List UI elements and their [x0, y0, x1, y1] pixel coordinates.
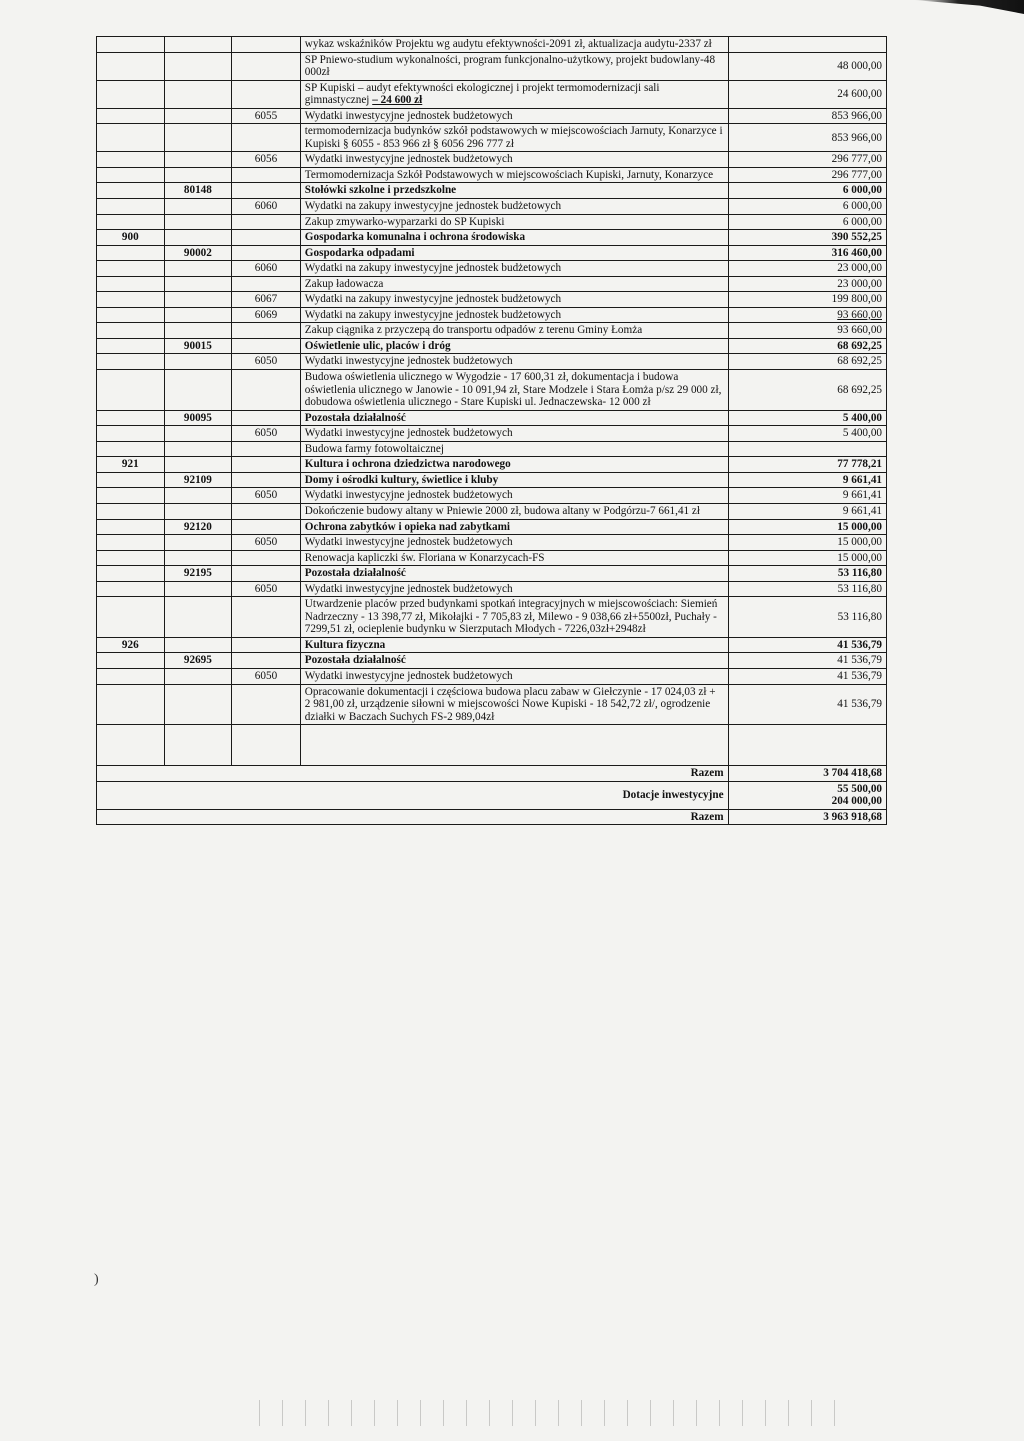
rozdzial-cell [164, 292, 232, 308]
razem-total-row [97, 809, 887, 825]
paragraf-cell [232, 230, 301, 246]
dzial-cell [97, 307, 165, 323]
paragraf-cell [232, 37, 301, 53]
paragraf-cell [232, 276, 301, 292]
dzial-cell [97, 535, 165, 551]
amount-cell [728, 37, 886, 53]
table-row [97, 124, 887, 152]
description-cell: Termomodernizacja Szkół Podstawowych w miejscowościach Kupiski, Jarnuty, Konarzyce [300, 167, 728, 183]
dzial-cell [97, 199, 165, 215]
amount-cell: 23 000,00 [728, 261, 886, 277]
description-text: SP Kupiski – audyt efektywności ekologicznej i projekt termomodernizacji sali gimnastycznej [304, 81, 660, 107]
amount-cell: 41 536,79 [728, 653, 886, 669]
table-row [97, 566, 887, 582]
paragraf-cell [232, 472, 301, 488]
rozdzial-cell [164, 124, 232, 152]
razem-total-row-label: Razem [97, 809, 729, 825]
paragraf-cell: 6050 [232, 668, 301, 684]
dzial-cell [97, 323, 165, 339]
description-cell: Zakup ciągnika z przyczepą do transportu odpadów z terenu Gminy Łomża [300, 323, 728, 339]
rozdzial-cell [164, 323, 232, 339]
paragraf-cell [232, 410, 301, 426]
paragraf-cell: 6050 [232, 488, 301, 504]
description-cell: Pozostała działalność [300, 653, 728, 669]
table-row [97, 307, 887, 323]
description-cell: Wydatki inwestycyjne jednostek budżetowych [300, 581, 728, 597]
amount-cell: 853 966,00 [728, 124, 886, 152]
amount-cell: 41 536,79 [728, 684, 886, 725]
amount-cell: 93 660,00 [728, 307, 886, 323]
rozdzial-cell [164, 80, 232, 108]
table-row [97, 230, 887, 246]
paragraf-cell: 6060 [232, 199, 301, 215]
paragraf-cell [232, 503, 301, 519]
amount-cell: 9 661,41 [728, 472, 886, 488]
description-cell: Budowa oświetlenia ulicznego w Wygodzie - 17 600,31 zł, dokumentacja i budowa oświetlenia ulicznego w Janowie - 10 091,94 zł, Stare Modzele i Stara Łomża p/sz 29 000 zł, dobudowa oświetlenia ulicznego - Stare Kupiski ul. Jednaczewska- 12 000 zł [300, 370, 728, 411]
table-row [97, 183, 887, 199]
amount-cell: 316 460,00 [728, 245, 886, 261]
rozdzial-cell [164, 457, 232, 473]
rozdzial-cell [164, 637, 232, 653]
dzial-cell [97, 214, 165, 230]
table-row [97, 597, 887, 638]
amount-cell: 23 000,00 [728, 276, 886, 292]
dzial-cell [97, 519, 165, 535]
amount-cell: 6 000,00 [728, 183, 886, 199]
rozdzial-cell [164, 167, 232, 183]
description-cell: Wydatki inwestycyjne jednostek budżetowych [300, 152, 728, 168]
paragraf-cell: 6067 [232, 292, 301, 308]
rozdzial-cell: 90095 [164, 410, 232, 426]
razem-row [97, 766, 887, 782]
paragraf-cell [232, 441, 301, 457]
table-row [97, 276, 887, 292]
description-cell: Wydatki inwestycyjne jednostek budżetowych [300, 488, 728, 504]
paragraf-cell [232, 52, 301, 80]
paragraf-cell [232, 214, 301, 230]
amount-cell: 9 661,41 [728, 488, 886, 504]
table-row [97, 167, 887, 183]
description-amount: – 24 600 zł [372, 94, 423, 107]
amount-cell: 5 400,00 [728, 410, 886, 426]
description-cell: Wydatki inwestycyjne jednostek budżetowych [300, 108, 728, 124]
description-cell: Wydatki na zakupy inwestycyjne jednostek budżetowych [300, 261, 728, 277]
dotacje-row-value [728, 781, 886, 809]
rozdzial-cell [164, 550, 232, 566]
table-row [97, 426, 887, 442]
rozdzial-cell [164, 441, 232, 457]
dzial-cell [97, 245, 165, 261]
description-cell: Pozostała działalność [300, 410, 728, 426]
table-row [97, 338, 887, 354]
rozdzial-cell [164, 199, 232, 215]
razem-row-label: Razem [97, 766, 729, 782]
dzial-cell [97, 52, 165, 80]
description-cell: Renowacja kapliczki św. Floriana w Konarzycach-FS [300, 550, 728, 566]
rozdzial-cell [164, 597, 232, 638]
amount-cell: 68 692,25 [728, 354, 886, 370]
description-cell: Utwardzenie placów przed budynkami spotkań integracyjnych w miejscowościach: Siemień Nadrzeczny - 13 398,77 zł, Mikołajki - 7 705,83 zł, Milewo - 9 038,66 zł+5500zł, Puchały - 7299,51 zł, ocieplenie budynku w Sierzputach Młodych - 7226,03zł+2948zł [300, 597, 728, 638]
dzial-cell [97, 410, 165, 426]
amount-cell: 68 692,25 [728, 338, 886, 354]
amount-cell: 68 692,25 [728, 370, 886, 411]
table-row [97, 199, 887, 215]
description-cell: Wydatki na zakupy inwestycyjne jednostek budżetowych [300, 292, 728, 308]
rozdzial-cell [164, 503, 232, 519]
dzial-cell: 926 [97, 637, 165, 653]
rozdzial-cell [164, 108, 232, 124]
table-row [97, 37, 887, 53]
blank-cell [728, 725, 886, 766]
amount-cell: 390 552,25 [728, 230, 886, 246]
dzial-cell [97, 183, 165, 199]
dzial-cell [97, 370, 165, 411]
margin-pen-mark: ) [94, 1272, 99, 1287]
amount-cell: 9 661,41 [728, 503, 886, 519]
paragraf-cell [232, 653, 301, 669]
rozdzial-cell [164, 276, 232, 292]
dzial-cell [97, 354, 165, 370]
dzial-cell: 921 [97, 457, 165, 473]
dzial-cell [97, 441, 165, 457]
table-row [97, 519, 887, 535]
blank-row [97, 725, 887, 766]
dotacje-row-value-line: 55 500,00 [837, 782, 882, 795]
rozdzial-cell: 92195 [164, 566, 232, 582]
budget-table-body [97, 37, 887, 825]
dzial-cell [97, 108, 165, 124]
description-cell: Dokończenie budowy altany w Pniewie 2000 zł, budowa altany w Podgórzu-7 661,41 zł [300, 503, 728, 519]
dzial-cell [97, 426, 165, 442]
paragraf-cell: 6050 [232, 354, 301, 370]
amount-cell: 15 000,00 [728, 550, 886, 566]
blank-cell [97, 725, 165, 766]
description-cell: Pozostała działalność [300, 566, 728, 582]
amount-cell: 41 536,79 [728, 668, 886, 684]
table-row [97, 472, 887, 488]
razem-row-value-line: 3 704 418,68 [823, 767, 882, 780]
paragraf-cell: 6060 [232, 261, 301, 277]
paragraf-cell [232, 457, 301, 473]
dzial-cell [97, 668, 165, 684]
table-row [97, 410, 887, 426]
dzial-cell [97, 124, 165, 152]
bleed-through-marks [250, 1400, 850, 1426]
razem-total-row-value [728, 809, 886, 825]
description-cell: termomodernizacja budynków szkół podstawowych w miejscowościach Jarnuty, Konarzyce i Kupiski § 6055 - 853 966 zł § 6056 296 777 zł [300, 124, 728, 152]
description-cell: SP Pniewo-studium wykonalności, program funkcjonalno-użytkowy, projekt budowlany-48 000zł [300, 52, 728, 80]
blank-cell [164, 725, 232, 766]
table-row [97, 214, 887, 230]
amount-cell: 41 536,79 [728, 637, 886, 653]
paragraf-cell: 6055 [232, 108, 301, 124]
dotacje-row-label: Dotacje inwestycyjne [97, 781, 729, 809]
rozdzial-cell [164, 307, 232, 323]
description-cell: Kultura i ochrona dziedzictwa narodowego [300, 457, 728, 473]
table-row [97, 323, 887, 339]
description-cell: Wydatki na zakupy inwestycyjne jednostek budżetowych [300, 307, 728, 323]
dzial-cell [97, 37, 165, 53]
dzial-cell [97, 261, 165, 277]
paragraf-cell: 6056 [232, 152, 301, 168]
rozdzial-cell [164, 488, 232, 504]
table-row [97, 80, 887, 108]
table-row [97, 653, 887, 669]
paragraf-cell: 6069 [232, 307, 301, 323]
amount-cell: 15 000,00 [728, 535, 886, 551]
dzial-cell [97, 338, 165, 354]
paragraf-cell [232, 566, 301, 582]
description-cell: Wydatki na zakupy inwestycyjne jednostek budżetowych [300, 199, 728, 215]
description-cell: Budowa farmy fotowoltaicznej [300, 441, 728, 457]
description-cell: Zakup zmywarko-wyparzarki do SP Kupiski [300, 214, 728, 230]
dzial-cell [97, 276, 165, 292]
table-row [97, 261, 887, 277]
dzial-cell [97, 653, 165, 669]
amount-cell: 15 000,00 [728, 519, 886, 535]
rozdzial-cell [164, 214, 232, 230]
amount-cell: 93 660,00 [728, 323, 886, 339]
table-row [97, 503, 887, 519]
paragraf-cell [232, 183, 301, 199]
amount-cell [728, 441, 886, 457]
dzial-cell [97, 566, 165, 582]
rozdzial-cell [164, 370, 232, 411]
rozdzial-cell [164, 37, 232, 53]
paragraf-cell [232, 597, 301, 638]
table-row [97, 292, 887, 308]
table-row [97, 535, 887, 551]
description-cell [300, 80, 728, 108]
paragraf-cell [232, 245, 301, 261]
description-cell: Oświetlenie ulic, placów i dróg [300, 338, 728, 354]
amount-cell: 296 777,00 [728, 167, 886, 183]
rozdzial-cell [164, 684, 232, 725]
amount-cell: 77 778,21 [728, 457, 886, 473]
table-row [97, 684, 887, 725]
table-row [97, 637, 887, 653]
rozdzial-cell: 80148 [164, 183, 232, 199]
rozdzial-cell [164, 426, 232, 442]
amount-cell: 5 400,00 [728, 426, 886, 442]
table-row [97, 354, 887, 370]
table-row [97, 370, 887, 411]
table-row [97, 245, 887, 261]
amount-cell: 24 600,00 [728, 80, 886, 108]
table-row [97, 52, 887, 80]
rozdzial-cell: 92120 [164, 519, 232, 535]
dzial-cell [97, 581, 165, 597]
amount-cell: 6 000,00 [728, 214, 886, 230]
paragraf-cell [232, 167, 301, 183]
razem-row-value [728, 766, 886, 782]
table-row [97, 457, 887, 473]
description-cell: Wydatki inwestycyjne jednostek budżetowych [300, 354, 728, 370]
description-cell: Opracowanie dokumentacji i częściowa budowa placu zabaw w Giełczynie - 17 024,03 zł + 2 981,00 zł, urządzenie siłowni w miejscowości Nowe Kupiski - 18 542,72 zł/, ogrodzenie działki w Baczach Suchych FS-2 989,04zł [300, 684, 728, 725]
table-row [97, 488, 887, 504]
rozdzial-cell [164, 535, 232, 551]
dzial-cell [97, 503, 165, 519]
paragraf-cell: 6050 [232, 426, 301, 442]
description-cell: Ochrona zabytków i opieka nad zabytkami [300, 519, 728, 535]
amount-cell: 853 966,00 [728, 108, 886, 124]
dzial-cell [97, 152, 165, 168]
budget-table [96, 36, 887, 825]
description-cell: Zakup ładowacza [300, 276, 728, 292]
description-cell: Kultura fizyczna [300, 637, 728, 653]
dzial-cell [97, 292, 165, 308]
dotacje-row-value-line: 204 000,00 [831, 795, 882, 808]
paragraf-cell: 6050 [232, 535, 301, 551]
description-cell: Domy i ośrodki kultury, świetlice i kluby [300, 472, 728, 488]
dzial-cell: 900 [97, 230, 165, 246]
rozdzial-cell [164, 668, 232, 684]
amount-cell: 296 777,00 [728, 152, 886, 168]
dzial-cell [97, 684, 165, 725]
rozdzial-cell: 92109 [164, 472, 232, 488]
paragraf-cell [232, 550, 301, 566]
description-cell: Stołówki szkolne i przedszkolne [300, 183, 728, 199]
amount-cell: 48 000,00 [728, 52, 886, 80]
paragraf-cell [232, 80, 301, 108]
amount-cell: 6 000,00 [728, 199, 886, 215]
paragraf-cell [232, 370, 301, 411]
paragraf-cell [232, 684, 301, 725]
amount-cell: 53 116,80 [728, 597, 886, 638]
dzial-cell [97, 488, 165, 504]
scan-edge-shadow [914, 0, 1024, 14]
rozdzial-cell [164, 152, 232, 168]
dzial-cell [97, 167, 165, 183]
amount-cell: 199 800,00 [728, 292, 886, 308]
rozdzial-cell: 90015 [164, 338, 232, 354]
rozdzial-cell: 92695 [164, 653, 232, 669]
razem-total-row-value-line: 3 963 918,68 [823, 810, 882, 823]
dotacje-row [97, 781, 887, 809]
table-row [97, 668, 887, 684]
blank-cell [300, 725, 728, 766]
paragraf-cell [232, 519, 301, 535]
dzial-cell [97, 550, 165, 566]
paragraf-cell [232, 124, 301, 152]
description-cell: Wydatki inwestycyjne jednostek budżetowych [300, 535, 728, 551]
table-row [97, 441, 887, 457]
dzial-cell [97, 597, 165, 638]
blank-cell [232, 725, 301, 766]
table-row [97, 152, 887, 168]
rozdzial-cell: 90002 [164, 245, 232, 261]
description-cell: Wydatki inwestycyjne jednostek budżetowych [300, 668, 728, 684]
paragraf-cell: 6050 [232, 581, 301, 597]
description-cell: Wydatki inwestycyjne jednostek budżetowych [300, 426, 728, 442]
table-row [97, 581, 887, 597]
description-cell: wykaz wskaźników Projektu wg audytu efektywności-2091 zł, aktualizacja audytu-2337 zł [300, 37, 728, 53]
dzial-cell [97, 80, 165, 108]
table-row [97, 550, 887, 566]
description-cell: Gospodarka odpadami [300, 245, 728, 261]
rozdzial-cell [164, 354, 232, 370]
description-cell: Gospodarka komunalna i ochrona środowiska [300, 230, 728, 246]
dzial-cell [97, 472, 165, 488]
amount-cell: 53 116,80 [728, 581, 886, 597]
rozdzial-cell [164, 261, 232, 277]
amount-cell: 53 116,80 [728, 566, 886, 582]
table-row [97, 108, 887, 124]
rozdzial-cell [164, 581, 232, 597]
paragraf-cell [232, 338, 301, 354]
paragraf-cell [232, 323, 301, 339]
paragraf-cell [232, 637, 301, 653]
rozdzial-cell [164, 52, 232, 80]
rozdzial-cell [164, 230, 232, 246]
